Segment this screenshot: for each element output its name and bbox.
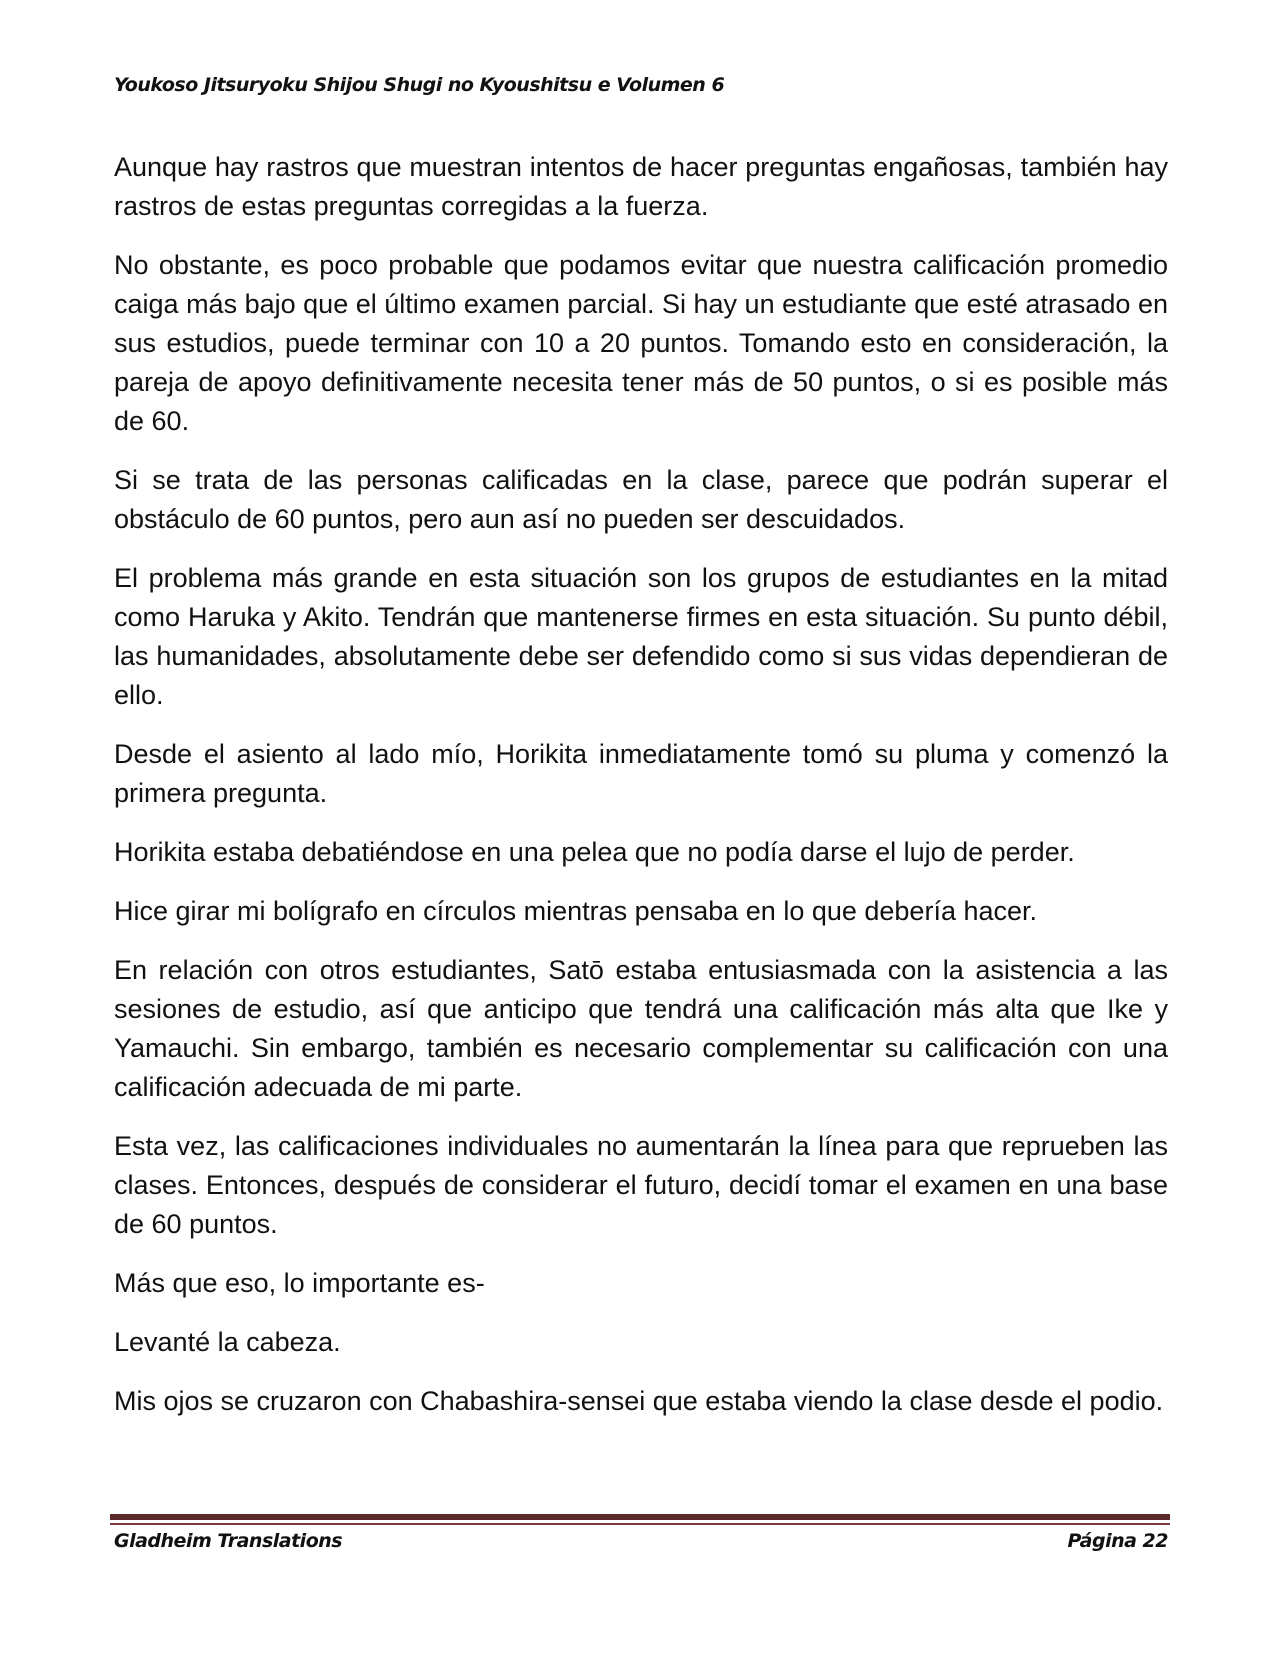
page-body — [114, 148, 1168, 1441]
paragraph: Horikita estaba debatiéndose en una pelea que no podía darse el lujo de perder. — [114, 837, 1075, 867]
footer-rule — [110, 1514, 1170, 1520]
paragraph: Si se trata de las personas calificadas en la clase, parece que podrán superar el obstáculo de 60 puntos, pero aun así no pueden ser descuidados. — [114, 465, 1168, 534]
paragraph: Levanté la cabeza. — [114, 1327, 341, 1357]
footer-rule-thin — [110, 1523, 1170, 1525]
running-header: Youkoso Jitsuryoku Shijou Shugi no Kyoushitsu e Volumen 6 — [114, 74, 725, 96]
paragraph: En relación con otros estudiantes, Satō estaba entusiasmada con la asistencia a las sesiones de estudio, así que anticipo que tendrá una calificación más alta que Ike y Yamauchi. Sin embargo, también es necesario complementar su calificación con una calificación adecuada de mi parte. — [114, 955, 1168, 1102]
footer-translator: Gladheim Translations — [114, 1530, 343, 1552]
paragraph: Hice girar mi bolígrafo en círculos mientras pensaba en lo que debería hacer. — [114, 896, 1038, 926]
paragraph: El problema más grande en esta situación son los grupos de estudiantes en la mitad como Haruka y Akito. Tendrán que mantenerse firmes en esta situación. Su punto débil, las humanidades, absolutamente debe ser defendido como si sus vidas dependieran de ello. — [114, 563, 1168, 710]
paragraph: Aunque hay rastros que muestran intentos de hacer preguntas engañosas, también hay rastros de estas preguntas corregidas a la fuerza. — [114, 152, 1168, 221]
paragraph: Desde el asiento al lado mío, Horikita inmediatamente tomó su pluma y comenzó la primera pregunta. — [114, 739, 1168, 808]
paragraph: Esta vez, las calificaciones individuales no aumentarán la línea para que reprueben las clases. Entonces, después de considerar el futuro, decidí tomar el examen en una base de 60 puntos. — [114, 1131, 1168, 1239]
footer-page-number: Página 22 — [1067, 1530, 1168, 1552]
paragraph: Más que eso, lo importante es- — [114, 1268, 485, 1298]
paragraph: No obstante, es poco probable que podamos evitar que nuestra calificación promedio caiga más bajo que el último examen parcial. Si hay un estudiante que esté atrasado en sus estudios, puede terminar con 10 a 20 puntos. Tomando esto en consideración, la pareja de apoyo definitivamente necesita tener más de 50 puntos, o si es posible más de 60. — [114, 250, 1168, 436]
paragraph: Mis ojos se cruzaron con Chabashira-sensei que estaba viendo la clase desde el podio. — [114, 1386, 1164, 1416]
